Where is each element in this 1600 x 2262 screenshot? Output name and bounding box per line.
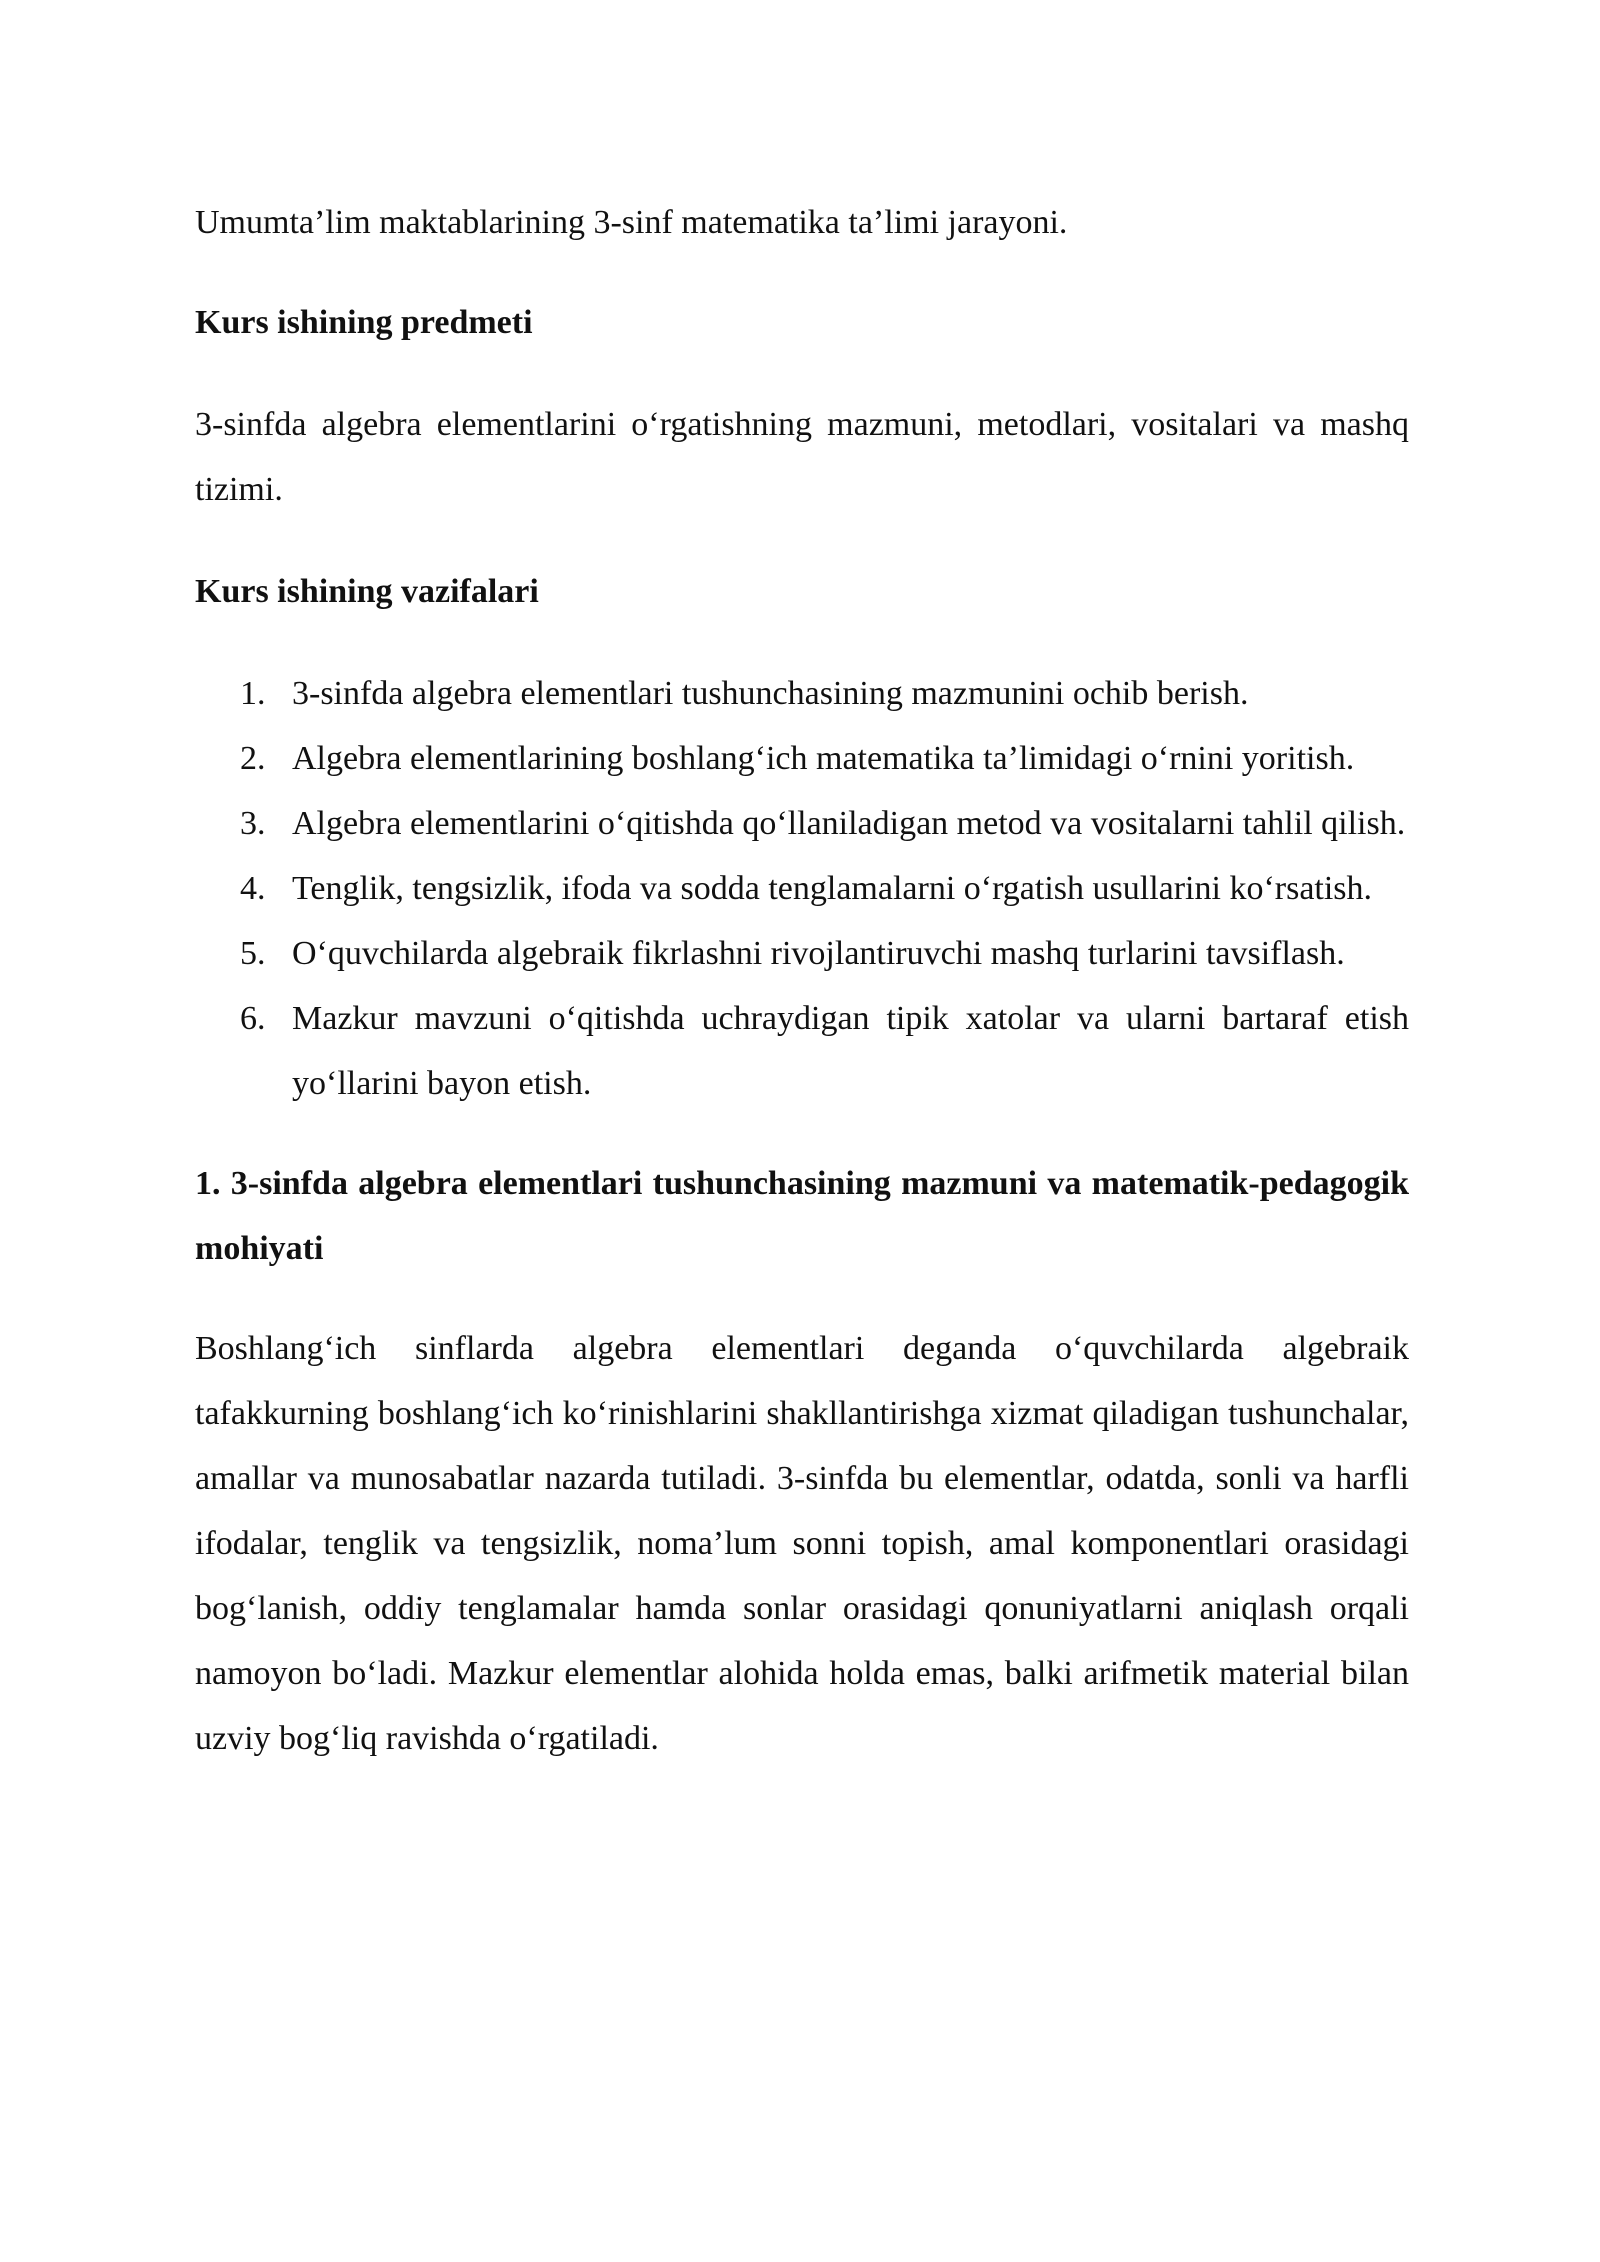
task-text: Algebra elementlarini o‘qitishda qo‘llaniladigan metod va vositalarni tahlil qilish. — [292, 805, 1406, 842]
task-item — [195, 726, 1409, 791]
task-item — [195, 856, 1409, 921]
task-text: O‘quvchilarda algebraik fikrlashni rivojlantiruvchi mashq turlarini tavsiflash. — [292, 935, 1345, 972]
tasks-heading: Kurs ishining vazifalari — [195, 573, 539, 610]
task-item — [195, 921, 1409, 986]
task-number: 5. — [240, 935, 266, 972]
task-item — [195, 791, 1409, 856]
task-number: 6. — [240, 1000, 266, 1037]
section-heading: 1. 3-sinfda algebra elementlari tushunchasining mazmuni va matematik-pedagogik mohiyati — [195, 1165, 1409, 1267]
task-text: Algebra elementlarining boshlang‘ich matematika ta’limidagi o‘rnini yoritish. — [292, 740, 1355, 777]
subject-heading: Kurs ishining predmeti — [195, 304, 533, 341]
section-paragraph: Boshlang‘ich sinflarda algebra elementlari deganda o‘quvchilarda algebraik tafakkurning boshlang‘ich ko‘rinishlarini shakllantirishga xizmat qiladigan tushunchalar, amallar va munosabatlar nazarda tutiladi. 3-sinfda bu elementlar, odatda, sonli va harfli ifodalar, tenglik va tengsizlik, noma’lum sonni topish, amal komponentlari orasidagi bog‘lanish, oddiy tenglamalar hamda sonlar orasidagi qonuniyatlarni aniqlash orqali namoyon bo‘ladi. Mazkur elementlar alohida holda emas, balki arifmetik material bilan uzviy bog‘liq ravishda o‘rgatiladi. — [195, 1330, 1409, 1757]
subject-text: 3-sinfda algebra elementlarini o‘rgatishning mazmuni, metodlari, vositalari va mashq tizimi. — [195, 406, 1409, 508]
task-number: 1. — [240, 675, 266, 712]
task-number: 4. — [240, 870, 266, 907]
tasks-list — [195, 661, 1409, 1116]
task-item — [195, 986, 1409, 1116]
task-text: Mazkur mavzuni o‘qitishda uchraydigan tipik xatolar va ularni bartaraf etish yo‘llarini bayon etish. — [292, 1000, 1409, 1102]
page-content — [195, 190, 1409, 1771]
research-object-text: Umumta’lim maktablarining 3-sinf matematika ta’limi jarayoni. — [195, 204, 1068, 241]
task-text: 3-sinfda algebra elementlari tushunchasining mazmunini ochib berish. — [292, 675, 1249, 712]
task-item — [195, 661, 1409, 726]
task-number: 3. — [240, 805, 266, 842]
task-number: 2. — [240, 740, 266, 777]
task-text: Tenglik, tengsizlik, ifoda va sodda tenglamalarni o‘rgatish usullarini ko‘rsatish. — [292, 870, 1373, 907]
